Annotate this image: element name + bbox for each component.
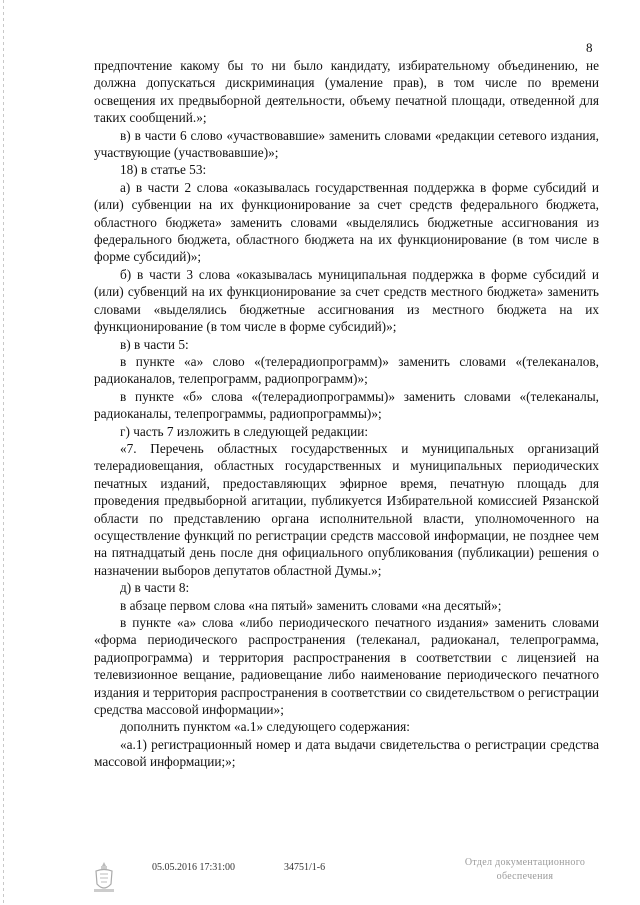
- paragraph: дополнить пунктом «а.1» следующего содержания:: [120, 719, 410, 735]
- page-footer: [0, 850, 640, 905]
- stamp-line-2: обеспечения: [496, 871, 554, 882]
- paragraph: в абзаце первом слова «на пятый» заменить словами «на десятый»;: [120, 597, 502, 613]
- page-number: 8: [586, 40, 593, 55]
- paragraph: в пункте «б» слова «(телерадиопрограммы)» заменить словами «(телеканалы, радиоканалы, телепрограммы, радиопрограммы)»;: [94, 388, 599, 422]
- paragraph: в пункте «а» слова «либо периодического печатного издания» заменить словами «форма периодического распространения (телеканал, радиоканал, телепрограмма, радиопрограмма) и территория распространения в соответствии с лицензией на телевизионное вещание, радиовещание либо наименование периодического печатного издания и территория распространения в соответствии со свидетельством о регистрации средства массовой информации»;: [94, 615, 599, 718]
- department-stamp: [450, 856, 600, 884]
- footer-document-number: 34751/1-6: [284, 862, 326, 873]
- paragraph: в) в части 5:: [120, 336, 189, 352]
- paragraph: в пункте «а» слово «(телерадиопрограмм)» заменить словами «(телеканалов, радиоканалов, телепрограмм, радиопрограмм)»;: [94, 353, 599, 387]
- document-body: [94, 57, 599, 771]
- paragraph: «7. Перечень областных государственных и муниципальных организаций телерадиовещания, областных государственных и муниципальных периодических печатных изданий, предоставляющих эфирное время, печатную площадь для проведения предвыборной агитации, публикуется Избирательной комиссией Рязанской области по представлению органа исполнительной власти, уполномоченного на осуществление функций по регистрации средств массовой информации, не позднее чем на пятнадцатый день после дня официального опубликования (публикации) решения о назначении выборов депутатов областной Думы.»;: [94, 440, 599, 578]
- footer-timestamp: 05.05.2016 17:31:00: [152, 862, 236, 873]
- paragraph: а) в части 2 слова «оказывалась государственная поддержка в форме субсидий и (или) субвенции на их функционирование за счет средств федерального бюджета, областного бюджета» заменить словами «выделялись бюджетные ассигнования из федерального бюджета, областного бюджета на их функционирование (в том числе в форме субсидий)»;: [94, 179, 599, 265]
- paragraph: в) в части 6 слово «участвовавшие» заменить словами «редакции сетевого издания, участвующие (участвовавшие)»;: [94, 127, 599, 161]
- stamp-line-1: Отдел документационного: [464, 857, 586, 868]
- paragraph: «а.1) регистрационный номер и дата выдачи свидетельства о регистрации средства массовой информации;»;: [94, 736, 599, 770]
- paragraph: б) в части 3 слова «оказывалась муниципальная поддержка в форме субсидий и (или) субвенций на их функционирование за счет средств местного бюджета» заменить словами «выделялись бюджетные ассигнования из местного бюджета на их функционирование (в том числе в форме субсидий)»;: [94, 266, 599, 335]
- paragraph: г) часть 7 изложить в следующей редакции:: [120, 423, 369, 439]
- paragraph: д) в части 8:: [120, 580, 190, 596]
- coat-of-arms-icon: [92, 860, 116, 894]
- paragraph: 18) в статье 53:: [120, 162, 207, 178]
- scan-edge-marks: [3, 0, 4, 905]
- paragraph: предпочтение какому бы то ни было кандидату, избирательному объединению, не должна допускаться дискриминация (умаление прав), в том числе по времени освещения их предвыборной деятельности, объему печатной площади, отведенной для таких сообщений.»;: [94, 58, 599, 126]
